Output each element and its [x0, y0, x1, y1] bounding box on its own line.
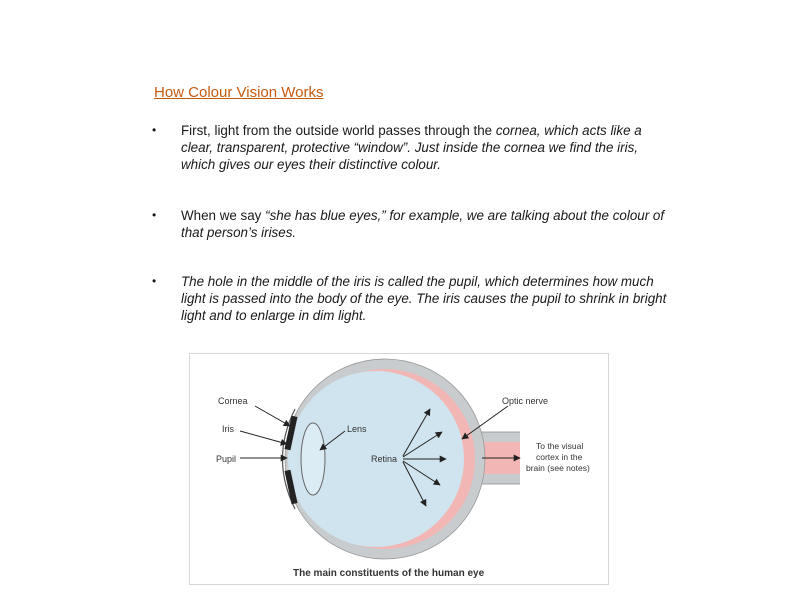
label-visual-cortex-line1: To the visual — [536, 441, 584, 451]
bullet-text — [181, 207, 671, 241]
bullet-text-italic: “she has blue eyes,” for example, we are talking about the colour of that person’s irises. — [181, 208, 665, 240]
figure-caption: The main constituents of the human eye — [293, 568, 485, 579]
label-iris: Iris — [222, 424, 234, 434]
label-pupil: Pupil — [216, 454, 237, 464]
bullet-text-normal: First, light from the outside world passes through the — [181, 123, 496, 138]
label-visual-cortex-line3: brain (see notes) — [526, 463, 590, 473]
lens — [301, 423, 325, 495]
bullet-symbol: • — [152, 274, 157, 288]
eye-diagram-graphic — [190, 354, 610, 586]
bullet-symbol: • — [152, 123, 157, 137]
bullet-text — [181, 122, 671, 173]
label-lens: Lens — [347, 424, 367, 434]
bullet-text-normal: When we say — [181, 208, 266, 223]
page-title: How Colour Vision Works — [154, 84, 324, 101]
bullet-symbol: • — [152, 208, 157, 222]
label-visual-cortex-line2: cortex in the — [536, 452, 583, 462]
eye-diagram — [189, 353, 609, 585]
label-optic-nerve: Optic nerve — [502, 396, 549, 406]
bullet-text-italic: pupil — [448, 274, 478, 289]
bullet-text-italic: , which determines how much light is passed into the body of the eye. The iris causes the pupil to shrink in bright light and to enlarge in dim light. — [181, 274, 667, 323]
bullet-text — [181, 273, 671, 324]
label-cornea: Cornea — [218, 396, 248, 406]
bullet-text-italic: cornea, which acts like a clear, transparent, protective “window”. Just inside the cornea we find the iris, which gives our eyes their distinctive colour. — [181, 123, 642, 172]
label-retina: Retina — [371, 454, 398, 464]
bullet-text-italic: The hole in the middle of the iris is called the — [181, 274, 449, 289]
